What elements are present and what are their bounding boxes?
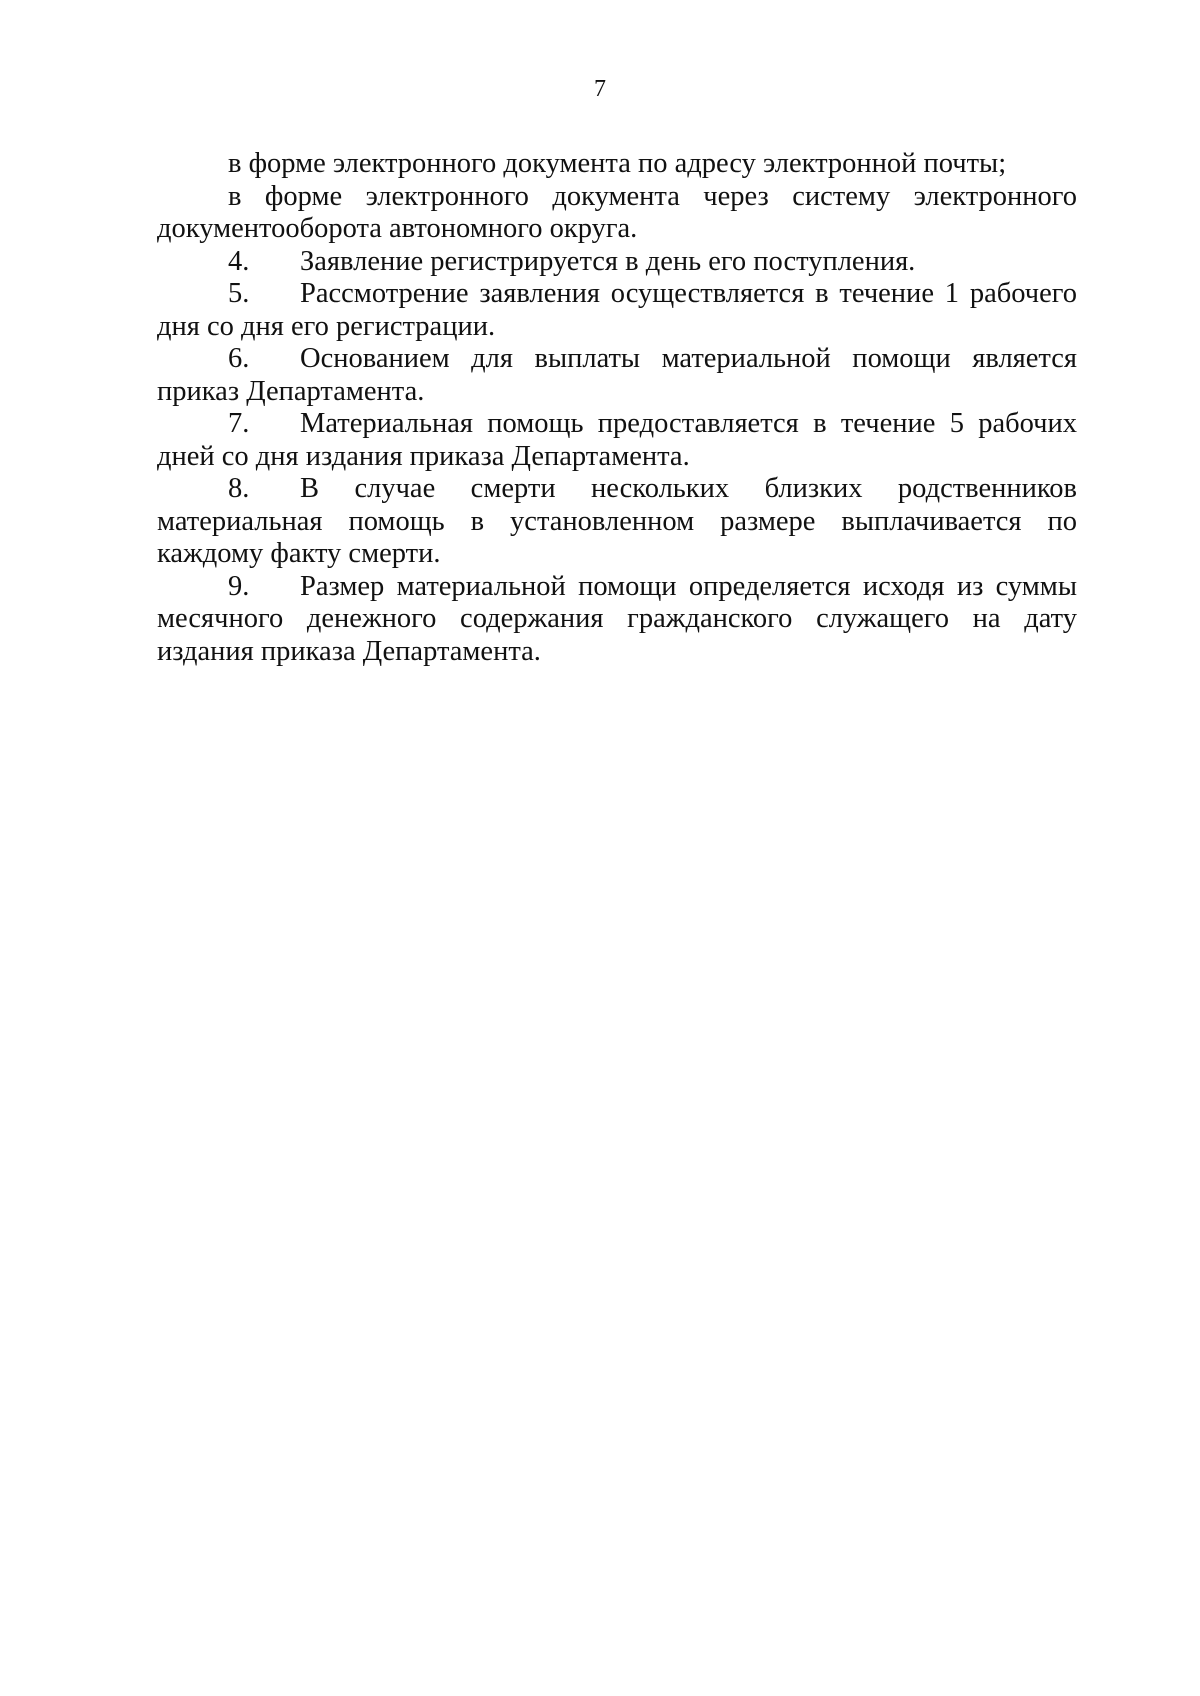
clause-number: 4. (228, 245, 250, 277)
clause-number: 5. (228, 278, 250, 309)
clause-text: Рассмотрение заявления осуществляется в течение 1 рабочего дня со дня его регистрации. (157, 278, 1077, 342)
clause-4 (157, 246, 1077, 279)
clause-number: 9. (228, 570, 250, 602)
clause-7 (157, 408, 1077, 473)
clause-5 (157, 278, 1077, 343)
clause-text: Заявление регистрируется в день его поступления. (300, 245, 916, 277)
clause-6 (157, 343, 1077, 408)
clause-8 (157, 473, 1077, 571)
clause-text: В случае смерти нескольких близких родственников материальная помощь в установленном размере выплачивается по каждому факту смерти. (157, 473, 1077, 569)
clause-number: 7. (228, 408, 250, 439)
paragraph-email-form: в форме электронного документа по адресу электронной почты; (228, 148, 1007, 179)
page-number: 7 (594, 76, 606, 102)
clause-number: 8. (228, 473, 250, 504)
clause-9 (157, 571, 1077, 669)
paragraph-edms-form: в форме электронного документа через систему электронного документооборота автономного округа. (157, 180, 1077, 244)
clause-text: Размер материальной помощи определяется исходя из суммы месячного денежного содержания гражданского служащего на дату издания приказа Департамента. (157, 570, 1077, 667)
clause-text: Основанием для выплаты материальной помощи является приказ Департамента. (157, 343, 1077, 407)
document-body (157, 148, 1077, 668)
clause-number: 6. (228, 343, 250, 374)
clause-text: Материальная помощь предоставляется в течение 5 рабочих дней со дня издания приказа Департамента. (157, 408, 1077, 472)
